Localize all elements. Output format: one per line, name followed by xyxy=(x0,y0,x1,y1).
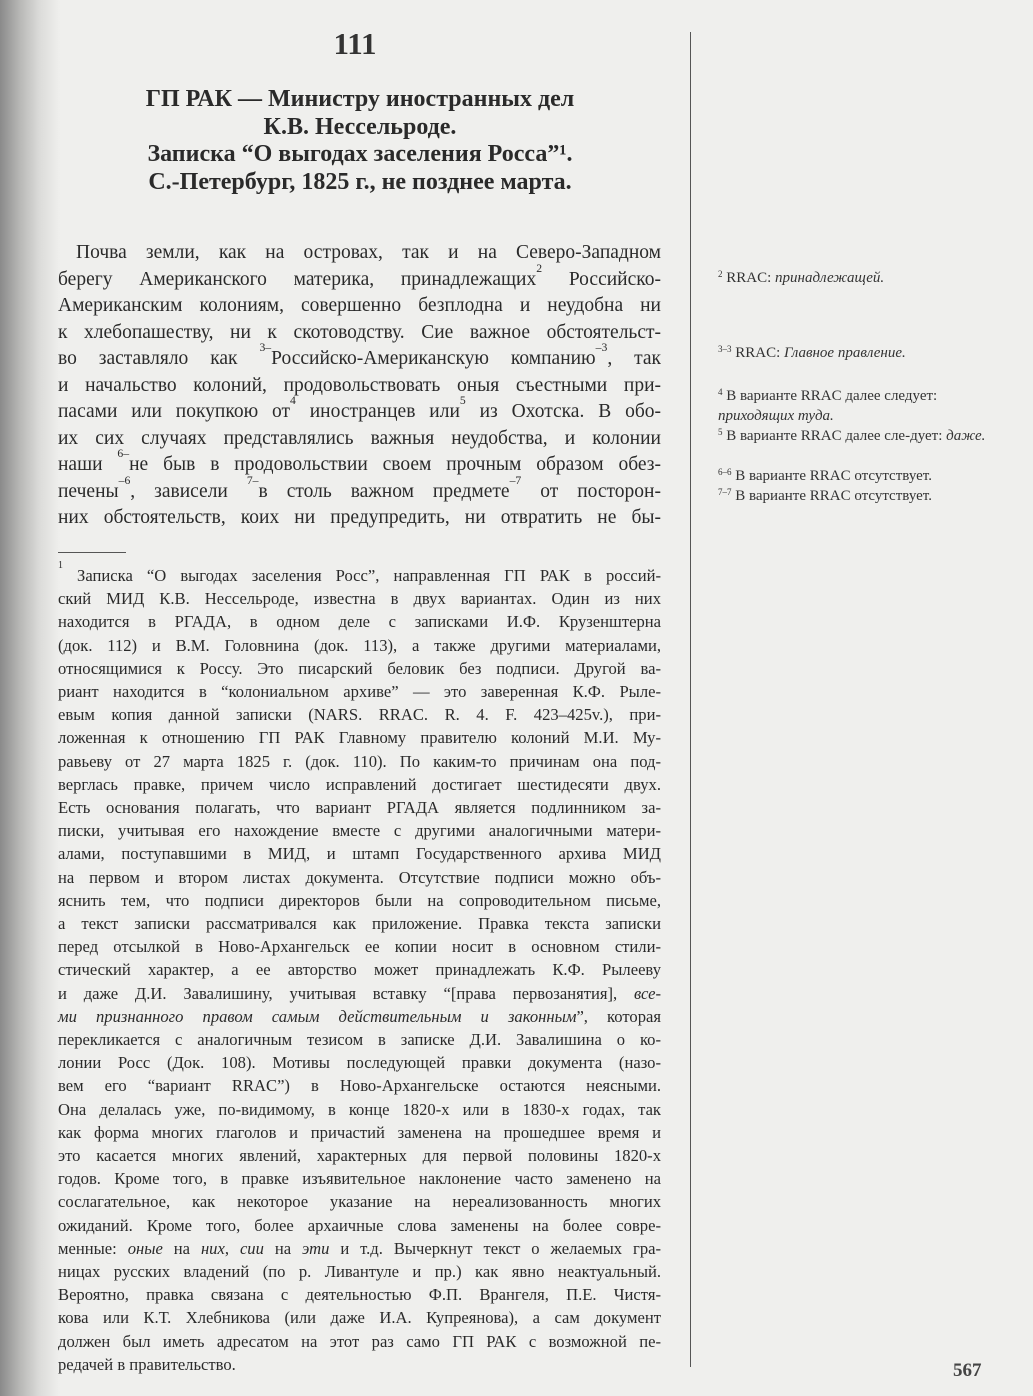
margin-note xyxy=(718,343,990,363)
italic-text: них xyxy=(200,1238,225,1258)
body-line xyxy=(58,322,661,348)
text-run: , xyxy=(224,1238,240,1258)
footnote-ref[interactable]: –7 xyxy=(509,473,522,487)
text-run: в столь важном предмете xyxy=(258,480,510,502)
text-run: сослагательное, как некоторое указание на нереализованность многих xyxy=(58,1192,661,1212)
footnote-line xyxy=(58,1332,661,1355)
note-italic: принадлежащей. xyxy=(775,270,885,286)
text-run: а текст записки рассматривался как приложение. Правка текста записки xyxy=(58,914,661,933)
footnote-ref[interactable]: –6 xyxy=(118,473,131,487)
page-number: 567 xyxy=(953,1360,982,1381)
text-run: пасами или покупкою от xyxy=(58,401,291,422)
footnote-line xyxy=(58,1123,661,1146)
text-run: лонии Росс (Док. 108). Мотивы последующей правки документа (назо- xyxy=(58,1053,661,1073)
footnote-line xyxy=(58,891,661,914)
text-run: это касается многих явлений, характерных для первой половины 1820-х xyxy=(58,1146,661,1165)
text-run: берегу Американского материка, принадлежащих xyxy=(58,268,537,290)
scan-edge-shadow xyxy=(0,0,60,1396)
text-run: Российско-Американскую компанию xyxy=(271,348,596,369)
margin-note xyxy=(718,486,990,506)
footnote-line xyxy=(58,752,661,775)
body-line xyxy=(58,261,661,295)
footnote-line xyxy=(58,1355,661,1378)
note-text: В варианте RRAC отсутствует. xyxy=(735,468,932,484)
body-line xyxy=(58,447,661,480)
note-mark: 4 xyxy=(718,387,723,398)
text-run: алами, поступавшими в МИД, и штамп Государственного архива МИД xyxy=(58,844,661,864)
text-run: кова или К.Т. Хлебникова (или даже И.А. Купреянова), а сам документ xyxy=(58,1308,661,1328)
text-run: и т.д. Вычеркнут текст о желаемых гра- xyxy=(329,1238,662,1258)
footnote-line xyxy=(58,728,661,751)
text-run: них обстоятельств, коих ни предупредить, ни отвратить не бы- xyxy=(58,507,661,528)
text-run: Записка “О выгодах заселения Росс”, направленная ГП РАК в россий- xyxy=(62,566,661,585)
text-run: из Охотска. В обо- xyxy=(465,401,661,422)
footnote-line xyxy=(58,1030,661,1053)
note-mark: 6–6 xyxy=(718,467,732,478)
text-run: писки, учитывая его нахождение вместе с другими аналогичными матери- xyxy=(58,821,661,841)
body-line xyxy=(58,341,662,374)
text-run: равьеву от 27 марта 1825 г. (док. 110). По каким-то причинам она под- xyxy=(58,751,661,771)
italic-text: сии xyxy=(239,1238,264,1258)
text-run: и начальство колоний, продовольствовать оныя съестными при- xyxy=(58,374,661,396)
footnote-line xyxy=(58,1169,661,1192)
body-line xyxy=(58,375,661,401)
body-line xyxy=(58,394,661,427)
text-run: стический характер, а ее авторство может принадлежать К.Ф. Рылееву xyxy=(58,960,661,980)
text-run: печены xyxy=(58,480,119,502)
footnote-line xyxy=(58,821,661,844)
footnote-ref[interactable]: 3– xyxy=(259,341,272,354)
body-line xyxy=(58,507,661,533)
margin-note xyxy=(718,426,990,446)
footnote-line xyxy=(58,1285,661,1308)
text-run: на первом и втором листах документа. Отсутствие подписи можно объ- xyxy=(58,867,661,887)
margin-note xyxy=(718,268,990,288)
heading-line: ГП РАК — Министру иностранных дел xyxy=(145,86,575,112)
text-run: ский МИД К.В. Нессельроде, известна в двух вариантах. Один из них xyxy=(58,589,661,609)
footnote-line xyxy=(58,1239,661,1262)
footnote-line xyxy=(58,1053,661,1076)
text-run: как форма многих глаголов и причастий заменена на прошедшее время и xyxy=(58,1122,661,1142)
note-mark: 2 xyxy=(718,269,723,280)
italic-text: ми признанного правом самым действительным и законным xyxy=(58,1006,577,1026)
footnote-line xyxy=(58,960,661,983)
heading-line: С.-Петербург, 1825 г., не позднее марта. xyxy=(148,168,572,195)
footnote-line xyxy=(58,560,661,589)
text-run: и даже Д.И. Завалишину, учитывая вставку “[права первозанятия], xyxy=(58,983,634,1003)
heading-line: К.В. Нессельроде. xyxy=(263,113,457,140)
text-run: ложенная к отношению ГП РАК Главному правителю колоний М.И. Му- xyxy=(58,728,661,748)
body-line xyxy=(76,242,661,268)
note-mark: 7–7 xyxy=(718,487,732,498)
footnote-line xyxy=(58,984,661,1007)
note-text: RRAC: xyxy=(726,270,776,286)
note-text: В варианте RRAC отсутствует. xyxy=(735,488,932,504)
footnote-line xyxy=(58,1076,661,1099)
text-run: , зависели xyxy=(130,480,247,502)
text-run: риант находится в “колониальном архиве” — это заверенная К.Ф. Рыле- xyxy=(58,682,661,701)
text-run: верглась правке, причем число исправлений достигает шестидесяти двух. xyxy=(58,774,661,794)
footnote-line xyxy=(58,1100,661,1123)
text-run: Есть основания полагать, что вариант РГАДА является подлинником за- xyxy=(58,798,661,817)
text-run: их сих случаях представлялись важныя неудобства, и колонии xyxy=(58,427,661,449)
italic-text: эти xyxy=(302,1238,330,1258)
text-run: находится в РГАДА, в одном деле с записками И.Ф. Крузенштерна xyxy=(58,612,661,632)
footnote-line xyxy=(58,1007,661,1030)
footnote-line xyxy=(58,775,661,798)
text-run: Почва земли, как на островах, так и на Северо-Западном xyxy=(76,242,661,263)
document-heading xyxy=(60,86,660,196)
body-line xyxy=(58,428,661,454)
footnote-ref[interactable]: 5 xyxy=(459,394,466,407)
text-run: вем его “вариант RRAC”) в Ново-Архангельске остаются неясными. xyxy=(58,1076,661,1096)
text-run: Российско- xyxy=(542,268,661,290)
text-run: менные: xyxy=(58,1238,128,1258)
footnote-line xyxy=(58,914,661,937)
text-run: во заставляло как xyxy=(58,348,260,369)
note-mark: 3–3 xyxy=(718,344,732,355)
footnote-ref[interactable]: –3 xyxy=(595,341,608,354)
column-divider xyxy=(690,32,691,1367)
note-text: В варианте RRAC далее сле-дует: xyxy=(726,428,947,444)
text-run: редачей в правительство. xyxy=(58,1354,236,1374)
footnote-line xyxy=(58,589,661,612)
heading-line: Записка “О выгодах заселения Росса”¹. xyxy=(147,141,573,167)
note-text: В варианте RRAC далее следует: xyxy=(726,388,938,404)
footnote-ref[interactable]: 1 xyxy=(58,560,63,571)
italic-text: оные xyxy=(127,1238,163,1258)
text-run: к хлебопашеству, ни к скотоводству. Сие важное обстоятельст- xyxy=(58,321,661,343)
note-mark: 5 xyxy=(718,427,723,438)
italic-text: все- xyxy=(633,983,661,1003)
footnote-line xyxy=(58,705,661,728)
text-run: от посторон- xyxy=(521,480,661,502)
note-italic: даже. xyxy=(946,428,986,444)
text-run: (док. 112) и В.М. Головнина (док. 113), а также другими материалами, xyxy=(58,635,661,655)
footnote-line xyxy=(58,636,661,659)
footnote-ref[interactable]: 4 xyxy=(290,394,296,407)
text-run: Американским колониям, совершенно безплодна и неудобна ни xyxy=(58,295,661,316)
document-number: 111 xyxy=(333,26,377,61)
text-run: , так xyxy=(607,348,662,369)
text-run: ницах русских владений (по р. Ливантуле и пр.) как явно неактуальный. xyxy=(58,1262,661,1281)
footnote-line xyxy=(58,937,661,960)
footnote-line xyxy=(58,868,661,891)
footnote-line xyxy=(58,1216,661,1239)
footnote-ref[interactable]: 7– xyxy=(246,473,259,487)
footnote-line xyxy=(58,612,661,635)
footnote-separator xyxy=(58,552,126,553)
text-run: Она делалась уже, по-видимому, в конце 1820-х или в 1830-х годах, так xyxy=(58,1099,661,1119)
text-run: наши xyxy=(58,454,118,475)
text-run: перед отсылкой в Ново-Архангельск ее копии носит в основном стили- xyxy=(58,937,661,957)
text-run: яснить тем, что подписи директоров были на сопроводительном письме, xyxy=(58,890,661,910)
text-run: годов. Кроме того, в правке изъявительное наклонение часто заменено на xyxy=(58,1169,661,1189)
footnote-line xyxy=(58,1308,661,1331)
text-run: иностранцев или xyxy=(295,401,460,422)
text-run: перекликается с аналогичным тезисом в записке Д.И. Завалишина о ко- xyxy=(58,1030,661,1049)
margin-note xyxy=(718,386,990,426)
text-run: евым копия данной записки (NARS. RRAC. R. 4. F. 423–425v.), при- xyxy=(58,705,661,725)
text-run: ”, которая xyxy=(576,1006,661,1026)
text-run: на xyxy=(263,1238,303,1258)
footnote-line xyxy=(58,844,661,867)
note-italic: Главное правление. xyxy=(784,345,906,361)
note-text: RRAC: xyxy=(735,345,785,361)
footnote-line xyxy=(58,798,661,821)
body-line xyxy=(58,295,661,321)
note-italic: приходящих туда. xyxy=(718,408,834,424)
footnote-line xyxy=(58,1262,661,1285)
footnote-line xyxy=(58,659,661,682)
margin-note xyxy=(718,466,990,486)
text-run: не быв в продовольствии своем прочным образом обез- xyxy=(129,454,661,475)
text-run: на xyxy=(162,1238,201,1258)
footnote-line xyxy=(58,1192,661,1215)
footnote-ref[interactable]: 2 xyxy=(536,261,543,275)
footnote-ref[interactable]: 6– xyxy=(117,447,130,460)
footnote-line xyxy=(58,682,661,705)
text-run: Вероятно, правка связана с деятельностью Ф.П. Врангеля, П.Е. Чистя- xyxy=(58,1285,661,1305)
text-run: относящимися к Россу. Это писарский беловик без подписи. Другой ва- xyxy=(58,658,661,678)
body-line xyxy=(58,473,661,507)
footnote-line xyxy=(58,1146,661,1169)
text-run: ожиданий. Кроме того, более архаичные слова заменены на более совре- xyxy=(58,1215,661,1235)
text-run: должен был иметь адресатом на этот раз само ГП РАК с возможной пе- xyxy=(58,1331,661,1351)
